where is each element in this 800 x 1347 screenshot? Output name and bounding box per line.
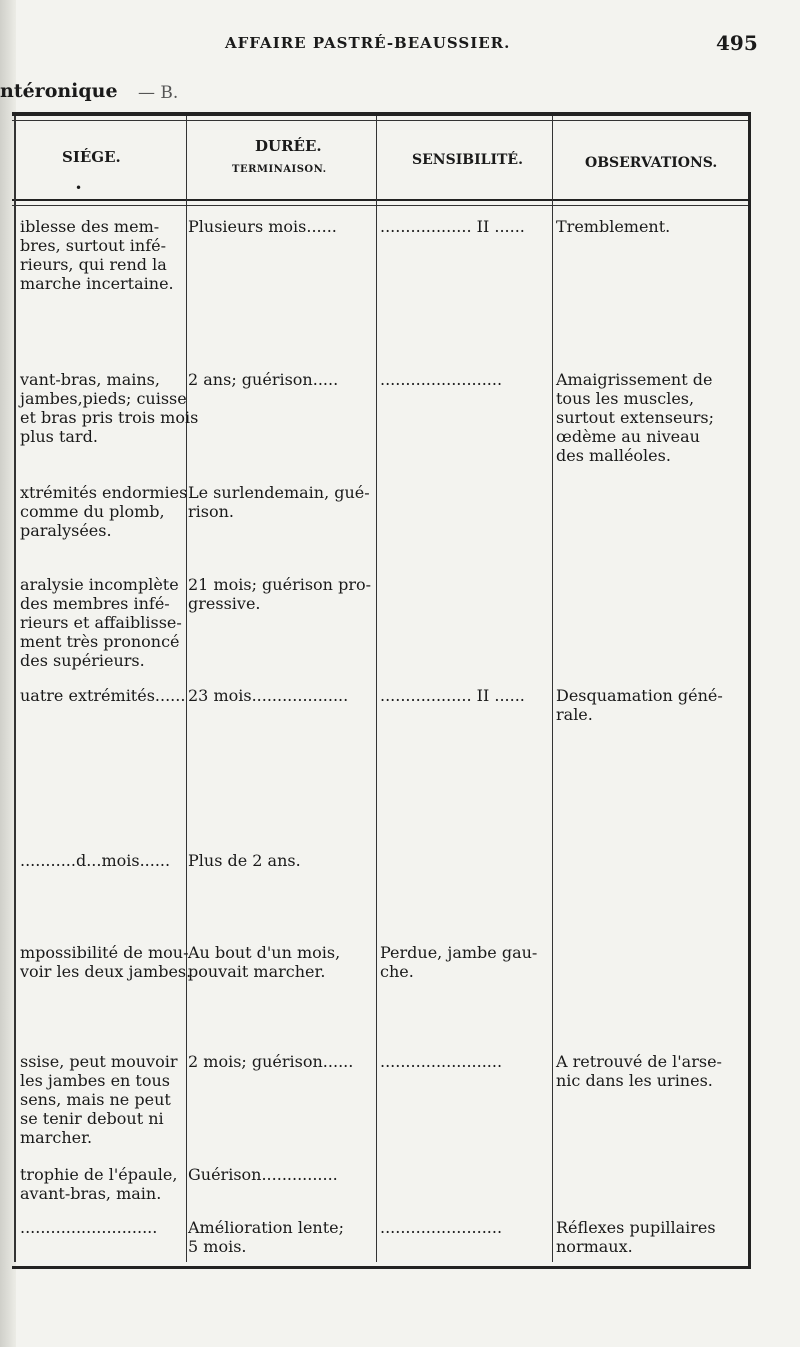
cell-siege — [20, 1165, 182, 1203]
column-divider — [552, 116, 553, 1262]
cell-duree — [188, 686, 373, 705]
cell-line: 5 mois. — [188, 1237, 247, 1256]
cell-line: 21 mois; guérison pro- — [188, 575, 371, 594]
cell-line: plus tard. — [20, 427, 98, 446]
cell-line: pouvait marcher. — [188, 962, 326, 981]
cell-line: tous les muscles, — [556, 389, 695, 408]
cell-line: 2 mois; guérison...... — [188, 1052, 354, 1071]
cell-line: ment très prononcé — [20, 632, 180, 651]
cell-duree — [188, 1165, 373, 1184]
cell-duree — [188, 1218, 373, 1256]
cell-line: trophie de l'épaule, — [20, 1165, 178, 1184]
cell-observations — [556, 686, 734, 724]
cell-line: Plusieurs mois...... — [188, 217, 337, 236]
cell-siege — [20, 1052, 182, 1147]
cell-siege — [20, 851, 182, 870]
cell-observations — [556, 1052, 734, 1090]
cell-line: ...........d...mois...... — [20, 851, 171, 870]
cell-line: vant-bras, mains, — [20, 370, 160, 389]
cell-line: avant-bras, main. — [20, 1184, 162, 1203]
cell-line: 2 ans; guérison..... — [188, 370, 339, 389]
cell-line: des malléoles. — [556, 446, 671, 465]
cell-line: se tenir debout ni — [20, 1109, 164, 1128]
cell-line: ........................ — [380, 1218, 503, 1237]
cell-line: ........................ — [380, 370, 503, 389]
cell-siege — [20, 943, 192, 981]
cell-line: Le surlendemain, gué- — [188, 483, 370, 502]
cell-line: bres, surtout infé- — [20, 236, 167, 255]
cell-line: Tremblement. — [556, 217, 671, 236]
cell-siege — [20, 1218, 182, 1237]
cell-line: mpossibilité de mou- — [20, 943, 189, 962]
cell-line: rieurs, qui rend la — [20, 255, 167, 274]
cell-line: des membres infé- — [20, 594, 170, 613]
cell-sensibilite — [380, 217, 550, 236]
column-divider — [376, 116, 377, 1262]
cell-line: 23 mois................... — [188, 686, 349, 705]
cell-line: normaux. — [556, 1237, 633, 1256]
cell-observations — [556, 1218, 734, 1256]
cell-line: aralysie incomplète — [20, 575, 179, 594]
cell-line: marcher. — [20, 1128, 93, 1147]
cell-line: sens, mais ne peut — [20, 1090, 171, 1109]
cell-line: A retrouvé de l'arse- — [556, 1052, 722, 1071]
cell-sensibilite — [380, 686, 550, 705]
column-header-observations: OBSERVATIONS. — [585, 155, 718, 171]
cell-observations — [556, 217, 734, 236]
cell-line: marche incertaine. — [20, 274, 174, 293]
cell-line: rale. — [556, 705, 593, 724]
cell-siege — [20, 575, 182, 670]
cell-line: iblesse des mem- — [20, 217, 160, 236]
running-title: AFFAIRE PASTRÉ-BEAUSSIER. — [225, 34, 511, 52]
cell-line: rison. — [188, 502, 234, 521]
cell-line: .................. II ...... — [380, 217, 525, 236]
column-header-sensibilite: SENSIBILITÉ. — [412, 152, 523, 168]
cell-siege — [20, 370, 199, 446]
cell-line: gressive. — [188, 594, 261, 613]
column-divider — [186, 116, 187, 1262]
cell-line: nic dans les urines. — [556, 1071, 713, 1090]
header-rule-thin — [12, 205, 748, 206]
cell-line: œdème au niveau — [556, 427, 700, 446]
column-header-duree: DURÉE. — [255, 137, 322, 155]
cell-line: les jambes en tous — [20, 1071, 170, 1090]
cell-line: Plus de 2 ans. — [188, 851, 301, 870]
cell-sensibilite — [380, 1218, 550, 1237]
cell-duree — [188, 575, 373, 613]
cell-sensibilite — [380, 943, 550, 981]
table-top-rule — [12, 120, 748, 121]
cell-line: paralysées. — [20, 521, 112, 540]
cell-observations — [556, 370, 734, 465]
cell-line: comme du plomb, — [20, 502, 165, 521]
cell-line: .................. II ...... — [380, 686, 525, 705]
page-number: 495 — [716, 31, 758, 55]
cell-line: ssise, peut mouvoir — [20, 1052, 178, 1071]
cell-duree — [188, 483, 373, 521]
cell-line: surtout extenseurs; — [556, 408, 714, 427]
cell-line: Desquamation géné- — [556, 686, 723, 705]
cell-line: voir les deux jambes. — [20, 962, 192, 981]
cell-duree — [188, 370, 373, 389]
spine-ghost-text: — B. — [138, 83, 179, 103]
cell-line: xtrémités endormies — [20, 483, 188, 502]
cell-line: jambes,pieds; cuisse — [20, 389, 187, 408]
cell-line: rieurs et affaiblisse- — [20, 613, 182, 632]
cell-line: uatre extrémités...... — [20, 686, 186, 705]
cell-line: Perdue, jambe gau- — [380, 943, 538, 962]
cell-sensibilite — [380, 1052, 550, 1071]
cell-duree — [188, 943, 373, 981]
bullet-mark: • — [75, 181, 83, 195]
column-header-siege: SIÉGE. — [62, 148, 121, 166]
cell-line: che. — [380, 962, 414, 981]
cell-duree — [188, 851, 373, 870]
cell-line: Amélioration lente; — [188, 1218, 344, 1237]
column-header-terminaison: TERMINAISON. — [232, 164, 327, 175]
cell-line: Réflexes pupillaires — [556, 1218, 716, 1237]
cell-duree — [188, 1052, 373, 1071]
cell-line: ........................ — [380, 1052, 503, 1071]
cell-siege — [20, 686, 186, 705]
cell-line: ........................... — [20, 1218, 158, 1237]
cell-siege — [20, 483, 188, 540]
spine-text: ntéronique — [0, 80, 118, 102]
cell-duree — [188, 217, 373, 236]
cell-line: Guérison............... — [188, 1165, 338, 1184]
cell-siege — [20, 217, 182, 293]
cell-line: Amaigrissement de — [556, 370, 713, 389]
cell-line: et bras pris trois mois — [20, 408, 199, 427]
cell-line: des supérieurs. — [20, 651, 145, 670]
header-rule — [12, 199, 748, 201]
column-divider — [14, 116, 16, 1262]
cell-sensibilite — [380, 370, 550, 389]
cell-line: Au bout d'un mois, — [188, 943, 341, 962]
